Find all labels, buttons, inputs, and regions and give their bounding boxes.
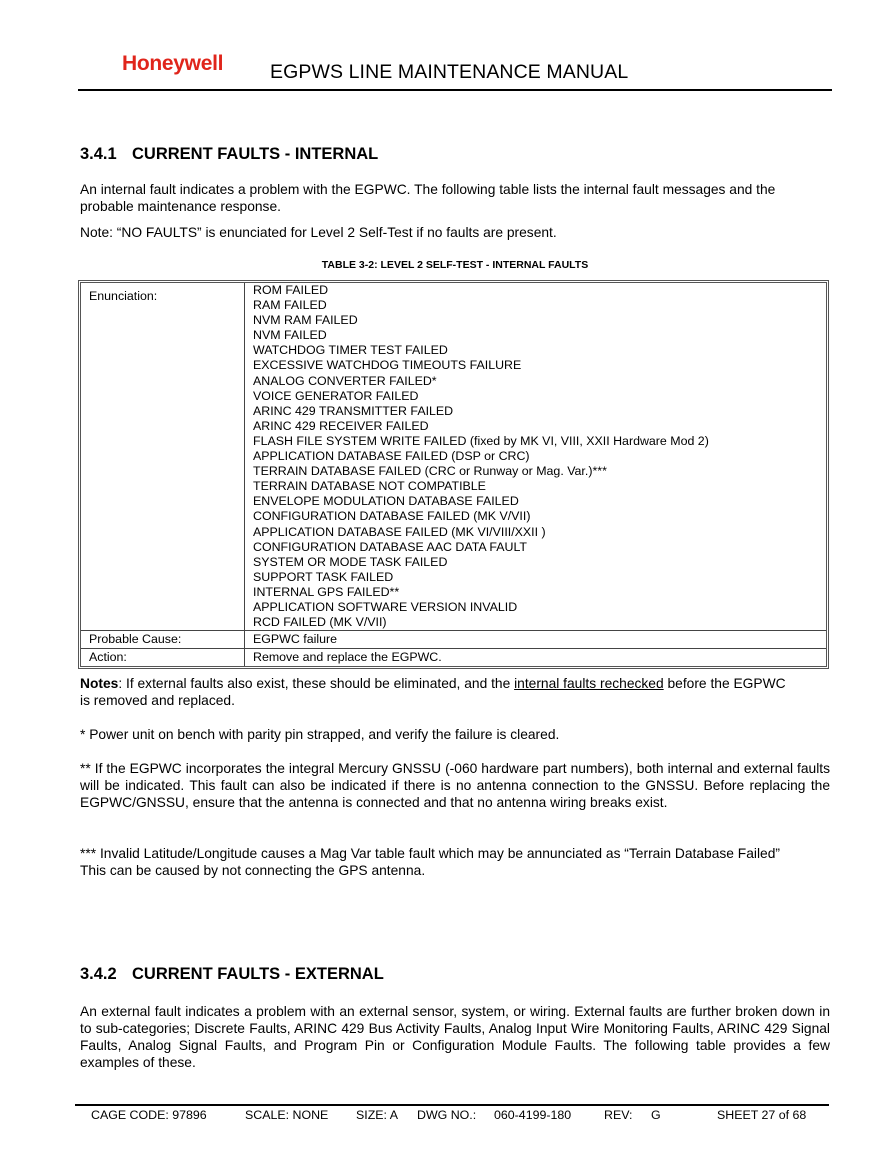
fault-message: WATCHDOG TIMER TEST FAILED <box>253 343 448 358</box>
external-intro-paragraph: An external fault indicates a problem with an external sensor, system, or wiring. External faults are further broken down in to sub-categories; Discrete Faults, ARINC 429 Bus Activity Faults, Analog Input Wire Monitoring Faults, ARINC 429 Signal Faults, Analog Signal Faults, and Program Pin or Configuration Module Faults. The following table provides a few examples of these. <box>80 1004 830 1070</box>
fault-message: NVM RAM FAILED <box>253 313 358 328</box>
notes-text: : If external faults also exist, these should be eliminated, and the <box>118 676 515 691</box>
honeywell-logo: Honeywell <box>122 52 224 75</box>
section-number: 3.4.1 <box>80 145 117 163</box>
fault-message: EXCESSIVE WATCHDOG TIMEOUTS FAILURE <box>253 358 522 373</box>
footnote-double-star: ** If the EGPWC incorporates the integral Mercury GNSSU (-060 hardware part numbers), both internal and external faults will be indicated. This fault can also be indicated if there is no antenna connection to the GNSSU. Before replacing the EGPWC/GNSSU, ensure that the antenna is connected and that no antenna wiring breaks exist. <box>80 761 830 810</box>
action-value: Remove and replace the EGPWC. <box>253 650 442 665</box>
footer-divider <box>75 1104 829 1106</box>
enunciation-row <box>81 283 826 631</box>
enunciation-label: Enunciation: <box>81 283 245 631</box>
cage-code: CAGE CODE: 97896 <box>91 1108 207 1122</box>
notes-line: is removed and replaced. <box>80 693 235 708</box>
fault-message: RCD FAILED (MK V/VII) <box>253 615 387 630</box>
footnote-single-star: * Power unit on bench with parity pin strapped, and verify the failure is cleared. <box>80 727 560 742</box>
fault-message: CONFIGURATION DATABASE AAC DATA FAULT <box>253 539 528 554</box>
footnote-triple-star <box>80 845 830 879</box>
probable-cause-label: Probable Cause: <box>81 631 245 649</box>
internal-intro-paragraph <box>80 181 830 215</box>
internal-faults-table <box>78 280 829 669</box>
section-heading-internal <box>80 145 378 164</box>
probable-cause-value: EGPWC failure <box>245 631 826 649</box>
fault-message: TERRAIN DATABASE NOT COMPATIBLE <box>253 479 486 494</box>
fault-message: CONFIGURATION DATABASE FAILED (MK V/VII) <box>253 509 531 524</box>
fault-message-list <box>245 283 826 631</box>
fault-message: SYSTEM OR MODE TASK FAILED <box>253 554 448 569</box>
probable-cause-row <box>81 631 826 649</box>
dwg-number: 060-4199-180 <box>494 1108 572 1122</box>
fault-message: NVM FAILED <box>253 328 327 343</box>
fault-message: SUPPORT TASK FAILED <box>253 569 394 584</box>
action-row <box>81 649 826 666</box>
fault-message: ARINC 429 TRANSMITTER FAILED <box>253 403 454 418</box>
intro-line: probable maintenance response. <box>80 199 281 214</box>
fault-message: FLASH FILE SYSTEM WRITE FAILED (fixed by MK VI, VIII, XXII Hardware Mod 2) <box>253 433 709 448</box>
fault-message: TERRAIN DATABASE FAILED (CRC or Runway or Mag. Var.)*** <box>253 464 607 479</box>
fault-message: ARINC 429 RECEIVER FAILED <box>253 418 429 433</box>
sheet-number: SHEET 27 of 68 <box>717 1108 807 1122</box>
section-number: 3.4.2 <box>80 965 117 983</box>
no-faults-note: Note: “NO FAULTS” is enunciated for Level 2 Self-Test if no faults are present. <box>80 225 557 240</box>
action-label: Action: <box>81 649 245 666</box>
fault-message: APPLICATION DATABASE FAILED (MK VI/VIII/XXII ) <box>253 524 546 539</box>
fault-message: ANALOG CONVERTER FAILED* <box>253 373 437 388</box>
header-divider <box>78 89 832 91</box>
footnote-line: *** Invalid Latitude/Longitude causes a Mag Var table fault which may be annunciated as “Terrain Database Failed” <box>80 846 780 861</box>
manual-title: EGPWS LINE MAINTENANCE MANUAL <box>270 61 629 83</box>
section-title: CURRENT FAULTS - INTERNAL <box>132 145 379 163</box>
fault-message: ENVELOPE MODULATION DATABASE FAILED <box>253 494 519 509</box>
table-caption: TABLE 3-2: LEVEL 2 SELF-TEST - INTERNAL FAULTS <box>321 259 589 271</box>
fault-message: APPLICATION DATABASE FAILED (DSP or CRC) <box>253 449 530 464</box>
rev-label: REV: <box>604 1108 633 1122</box>
fault-message: RAM FAILED <box>253 298 327 313</box>
internal-faults-rechecked-text: internal faults rechecked <box>514 676 664 691</box>
rev-value: G <box>651 1108 661 1122</box>
fault-message: ROM FAILED <box>253 283 329 297</box>
scale: SCALE: NONE <box>245 1108 329 1122</box>
dwg-label: DWG NO.: <box>417 1108 477 1122</box>
size: SIZE: A <box>356 1108 399 1122</box>
section-title: CURRENT FAULTS - EXTERNAL <box>132 965 384 983</box>
section-heading-external <box>80 965 384 984</box>
fault-message: VOICE GENERATOR FAILED <box>253 388 419 403</box>
notes-paragraph <box>80 675 830 709</box>
intro-line: An internal fault indicates a problem with the EGPWC. The following table lists the internal fault messages and the <box>80 182 776 197</box>
fault-message: INTERNAL GPS FAILED** <box>253 584 400 599</box>
notes-label: Notes <box>80 676 119 691</box>
fault-message: APPLICATION SOFTWARE VERSION INVALID <box>253 599 518 614</box>
notes-text: before the EGPWC <box>663 676 786 691</box>
footnote-line: This can be caused by not connecting the GPS antenna. <box>80 863 426 878</box>
